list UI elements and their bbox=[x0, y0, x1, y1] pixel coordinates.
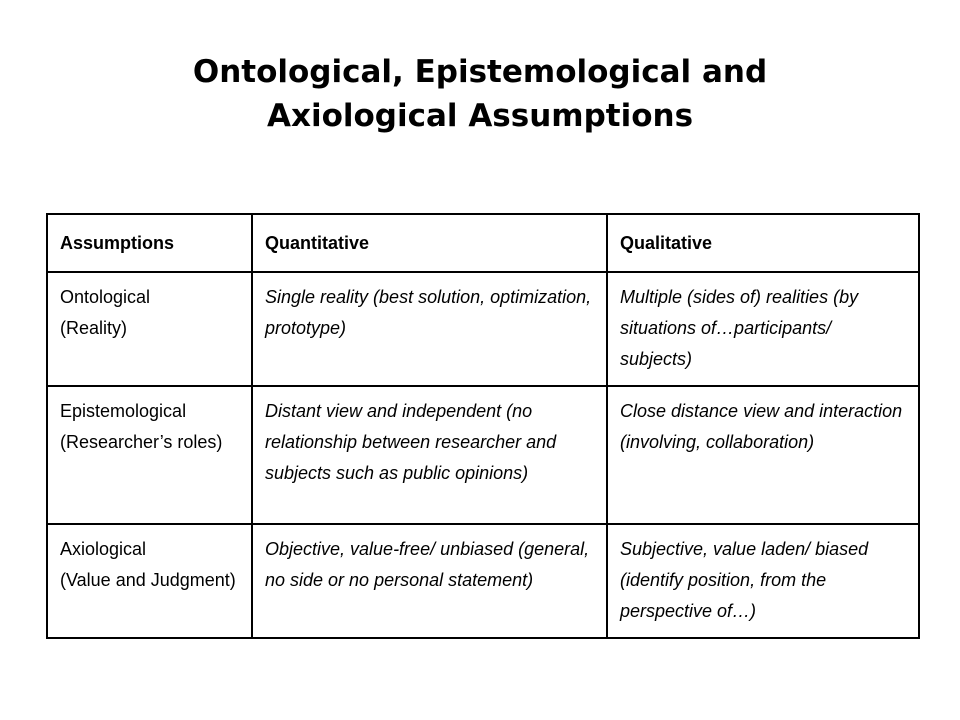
cell-quantitative: Distant view and independent (no relationship between researcher and subjects such as public opinions) bbox=[252, 386, 607, 524]
row-label-main: Axiological bbox=[60, 539, 147, 559]
cell-quantitative: Single reality (best solution, optimization, prototype) bbox=[252, 272, 607, 386]
row-label-main: Epistemological bbox=[60, 401, 187, 421]
table-row bbox=[47, 524, 919, 638]
cell-qualitative: Subjective, value laden/ biased (identify position, from the perspective of…) bbox=[607, 524, 919, 638]
row-label-ontological bbox=[47, 272, 252, 386]
assumptions-table bbox=[46, 213, 920, 639]
title-line-2: Axiological Assumptions bbox=[266, 98, 694, 134]
row-label-epistemological bbox=[47, 386, 252, 524]
cell-qualitative: Multiple (sides of) realities (by situations of…participants/ subjects) bbox=[607, 272, 919, 386]
row-label-main: Ontological bbox=[60, 287, 151, 307]
row-label-axiological bbox=[47, 524, 252, 638]
header-assumptions: Assumptions bbox=[47, 214, 252, 272]
row-label-sub: (Value and Judgment) bbox=[60, 570, 236, 590]
table-row bbox=[47, 272, 919, 386]
cell-qualitative: Close distance view and interaction (involving, collaboration) bbox=[607, 386, 919, 524]
cell-quantitative: Objective, value-free/ unbiased (general, no side or no personal statement) bbox=[252, 524, 607, 638]
header-quantitative: Quantitative bbox=[252, 214, 607, 272]
row-label-sub: (Researcher’s roles) bbox=[60, 432, 223, 452]
table-row bbox=[47, 386, 919, 524]
slide-title bbox=[0, 50, 960, 138]
table-header-row bbox=[47, 214, 919, 272]
row-label-sub: (Reality) bbox=[60, 318, 128, 338]
title-line-1: Ontological, Epistemological and bbox=[192, 54, 768, 90]
header-qualitative: Qualitative bbox=[607, 214, 919, 272]
